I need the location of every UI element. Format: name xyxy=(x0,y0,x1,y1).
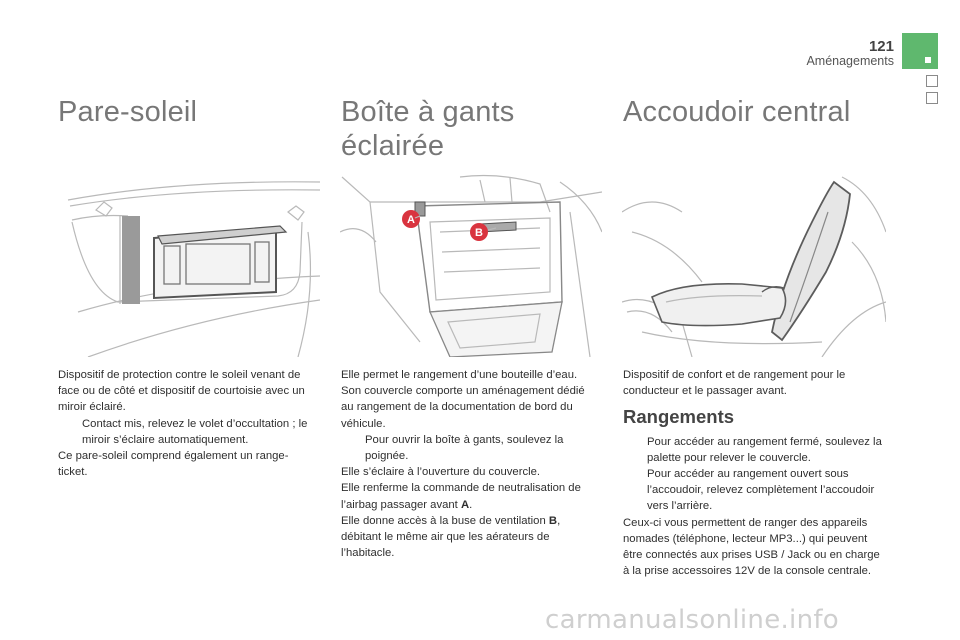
armrest-title: Accoudoir central xyxy=(623,96,851,128)
armrest-text xyxy=(623,367,885,579)
glove-box-title-line1: Boîte à gants xyxy=(341,96,515,128)
glove-box-title-line2: éclairée xyxy=(341,130,445,162)
sun-visor-intro: Dispositif de protection contre le soleil venant de face ou de côté et dispositif de courtoisie avec un miroir éclairé. xyxy=(58,369,305,414)
glove-box-p4-ref: B xyxy=(548,514,558,527)
watermark: carmanualsonline.info xyxy=(545,605,840,635)
sun-visor-bullet xyxy=(58,416,314,448)
armrest-bullet-2 xyxy=(623,466,885,515)
glove-box-title xyxy=(341,95,515,163)
armrest-subheading: Rangements xyxy=(623,406,735,428)
armrest-bullet-1-text: Pour accéder au rangement fermé, soulevez la palette pour relever le couvercle. xyxy=(647,435,882,464)
glove-box-illustration xyxy=(340,172,602,357)
sun-visor-illustration xyxy=(58,172,320,357)
page-number: 121 xyxy=(868,38,894,55)
armrest-intro: Dispositif de confort et de rangement pour le conducteur et le passager avant. xyxy=(623,369,846,398)
section-name: Aménagements xyxy=(806,54,894,68)
armrest-bullet-2-text: Pour accéder au rangement ouvert sous l’accoudoir, relevez complètement l’accoudoir vers l’arrière. xyxy=(647,468,875,513)
section-tab[interactable] xyxy=(926,92,938,104)
glove-box-p3-end: . xyxy=(469,498,473,511)
glove-box-text xyxy=(341,367,599,561)
glove-box-p2: Elle s’éclaire à l’ouverture du couvercle. xyxy=(341,466,541,479)
sun-visor-bullet-text: Contact mis, relevez le volet d’occultation ; le miroir s’éclaire automatiquement. xyxy=(82,417,308,446)
sun-visor-title: Pare-soleil xyxy=(58,96,198,128)
section-tab[interactable] xyxy=(926,75,938,87)
glove-box-p3 xyxy=(341,480,599,512)
sun-visor-text xyxy=(58,367,314,480)
sun-visor-outro: Ce pare-soleil comprend également un range-ticket. xyxy=(58,450,289,479)
callout-a: A xyxy=(407,214,415,226)
glove-box-bullet-text: Pour ouvrir la boîte à gants, soulevez la poignée. xyxy=(365,433,564,463)
armrest-bullet-1 xyxy=(623,434,885,466)
glove-box-p4-text: Elle donne accès à la buse de ventilation xyxy=(341,514,546,527)
glove-box-bullet xyxy=(341,432,599,464)
glove-box-p3-ref: A xyxy=(460,498,470,511)
section-tab-active[interactable] xyxy=(902,33,938,69)
glove-box-p3-text: Elle renferme la commande de neutralisation de l’airbag passager avant xyxy=(341,482,581,511)
glove-box-p4 xyxy=(341,513,599,562)
glove-box-p1: Elle permet le rangement d’une bouteille d’eau. Son couvercle comporte un aménagement dédié au rangement de la documentation de bord du véhicule. xyxy=(341,369,585,430)
glove-box-p4-end: , débitant le même air que les aérateurs de l’habitacle. xyxy=(341,514,561,560)
callout-b: B xyxy=(475,227,483,239)
armrest-illustration xyxy=(622,172,886,357)
armrest-outro: Ceux-ci vous permettent de ranger des appareils nomades (téléphone, lecteur MP3...) qui peuvent être connectés aux prises USB / Jack ou en charge à la prise accessoires 12V de la console centrale. xyxy=(623,516,880,578)
